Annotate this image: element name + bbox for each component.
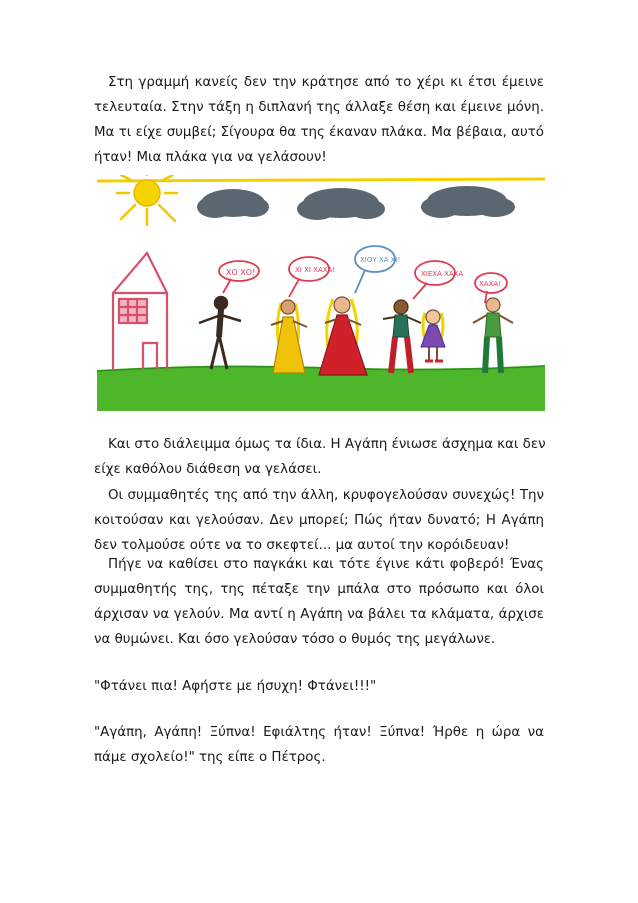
child-figure [199,297,241,369]
text-line: Μα τι είχε συμβεί; Σίγουρα θα της έκαναν πλάκα. Μα βέβαια, αυτό [94,125,544,140]
text-line: να θυμώνει. Και όσο γελούσαν τόσο ο θυμός της μεγάλωνε. [94,632,496,647]
speech-bubble [413,261,463,299]
cloud-icon [421,186,515,218]
text-line: ήταν! Μια πλάκα για να γελάσουν! [94,150,327,165]
text-line: τελευταία. Στην τάξη η διπλανή της άλλαξε θέση και έμεινε μόνη. [94,100,544,115]
bubble-text: ΧΟ ΧΟ! [226,268,256,277]
text-line: κοιτούσαν και γελούσαν. Δεν μπορεί; Πώς ήταν δυνατό; Η Αγάπη [94,513,544,528]
paragraph-5 [94,674,544,699]
childs-drawing [95,175,547,413]
paragraph-2 [94,432,544,482]
child-figure [271,300,307,373]
child-figure [383,300,421,373]
bubble-text: ΧΙΟΥ ΧΑ ΧΙ! [360,256,401,264]
text-line: είχε καθόλου διάθεση να γελάσει. [94,462,322,477]
child-figure [473,298,513,373]
text-line: άρχισαν να γελούν. Μα αντί η Αγάπη να βάλει τα κλάματα, άρχισε [94,607,544,622]
text-line: Στη γραμμή κανείς δεν την κράτησε από το χέρι κι έτσι έμεινε [108,75,544,90]
text-line: Και στο διάλειμμα όμως τα ίδια. Η Αγάπη ένιωσε άσχημα και δεν [108,437,546,452]
text-line: πάμε σχολείο!" της είπε ο Πέτρος. [94,750,326,765]
speech-bubble [355,246,400,293]
speech-bubble [289,257,335,297]
text-line: συμμαθητής της, της πέταξε την μπάλα στο πρόσωπο και όλοι [94,582,544,597]
bubble-text: ΧΑΧΑ! [479,280,501,288]
child-figure [421,310,445,361]
text-line: Οι συμμαθητές της από την άλλη, κρυφογελούσαν συνεχώς! Την [108,488,544,503]
text-line: "Φτάνει πια! Αφήστε με ήσυχη! Φτάνει!!!" [94,679,377,694]
paragraph-3 [94,483,544,558]
cloud-icon [197,189,269,218]
text-line: "Αγάπη, Αγάπη! Ξύπνα! Εφιάλτης ήταν! Ξύπνα! Ήρθε η ώρα να [94,725,544,740]
sun-icon [117,175,177,225]
text-line: δεν τολμούσε ούτε να το σκεφτεί... μα αυτοί την κορόιδευαν! [94,538,510,553]
text-line: Πήγε να καθίσει στο παγκάκι και τότε έγινε κάτι φοβερό! Ένας [108,557,544,572]
child-figure [319,297,367,375]
speech-bubble [219,261,259,293]
cloud-icon [297,188,385,220]
bubble-text: ΧΙΕΧΑ ΧΑΧΑ [421,270,464,278]
paragraph-6 [94,720,544,770]
bubble-text: ΧΙ ΧΙ ΧΑΧΑ! [295,266,336,274]
house-icon [113,253,167,370]
paragraph-4 [94,552,544,652]
paragraph-1 [94,70,544,170]
